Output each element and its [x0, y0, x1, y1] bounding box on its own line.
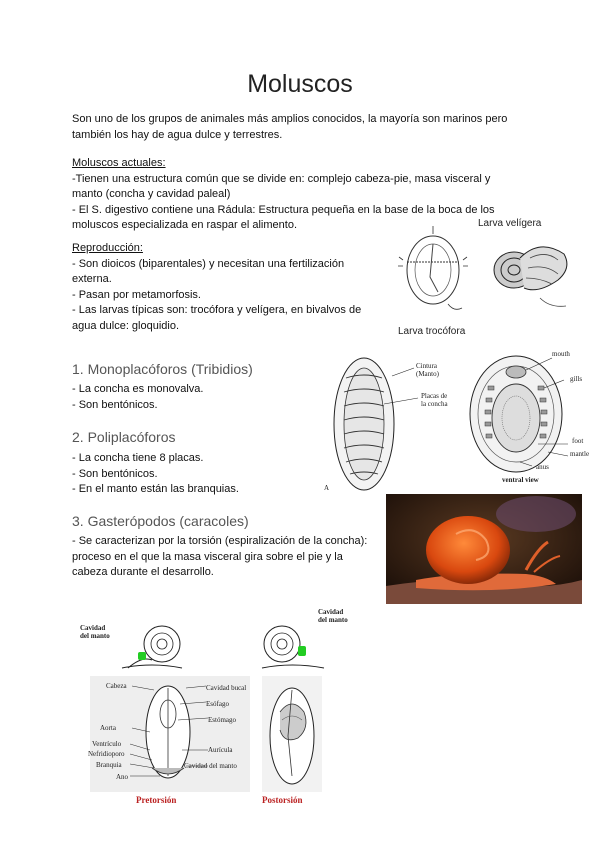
section-line: - La concha es monovalva. [72, 383, 204, 395]
veligera-label: Larva velígera [478, 218, 542, 229]
cavidad-manto-left-label: Cavidad del manto [80, 624, 110, 640]
torsion-label-esofago: Esófago [206, 700, 229, 708]
trocofora-label: Larva trocófora [398, 326, 466, 337]
pretorsion-caption: Pretorsión [136, 795, 177, 805]
chiton-cintura-label: Cintura (Manto) [416, 362, 439, 378]
torsion-label-cabeza: Cabeza [106, 682, 127, 690]
actuales-line: -Tienen una estructura común que se divide en: complejo cabeza-pie, masa visceral y [72, 172, 491, 185]
reproduccion-line: - Las larvas típicas son: trocófora y velígera, en bivalvos de [72, 304, 362, 316]
actuales-line: moluscos especializada en raspar el alimento. [72, 219, 298, 231]
section-line: proceso en el que la masa visceral gira sobre el pie y la [72, 550, 343, 563]
ventral-foot-label: foot [572, 437, 584, 445]
reproduccion-line: agua dulce: gloquidio. [72, 319, 180, 332]
section-line: - Son bentónicos. [72, 398, 158, 411]
ventral-mouth-label: mouth [552, 350, 570, 358]
intro-paragraph [72, 112, 532, 143]
reproduccion-line: - Son dioicos (biparentales) y necesitan una fertilización [72, 257, 345, 270]
section-line: - En el manto están las branquias. [72, 483, 239, 495]
ventral-mantle-label: mantle [570, 450, 590, 458]
chiton-letter: A [324, 484, 330, 492]
torsion-label-ventriculo: Ventrículo [92, 740, 122, 748]
snail-photo [386, 494, 582, 604]
postorsion-caption: Postorsión [262, 795, 303, 805]
torsion-label-nefridioporo: Nefridioporo [88, 750, 125, 758]
ventral-anus-label: anus [536, 463, 549, 471]
section-line: cabeza durante el desarrollo. [72, 566, 214, 578]
postorsion-snail-drawing [258, 624, 328, 672]
reproduccion-block [72, 241, 382, 334]
ventral-view-drawing [468, 352, 568, 478]
torsion-label-cavidad-bucal: Cavidad bucal [206, 684, 247, 692]
gasteropodos-list [72, 534, 367, 581]
torsion-label-branquia: Branquia [96, 761, 122, 769]
section-line: - La concha tiene 8 placas. [72, 452, 204, 464]
section-line: - Son bentónicos. [72, 467, 158, 480]
reproduccion-line: - Pasan por metamorfosis. [72, 288, 201, 301]
actuales-line: manto (concha y cavidad paleal) [72, 188, 231, 200]
trocofora-drawing [398, 222, 468, 322]
torsion-label-estomago: Estómago [208, 716, 236, 724]
reproduccion-line: externa. [72, 273, 112, 285]
torsion-label-auricula: Aurícula [208, 746, 233, 754]
cavidad-manto-right-label: Cavidad del manto [318, 608, 348, 624]
section-line: - Se caracterizan por la torsión (espiralización de la concha): [72, 535, 368, 547]
ventral-gills-label: gills [570, 375, 583, 383]
section-heading-poliplacoforos: 2. Poliplacóforos [72, 429, 176, 445]
veligera-drawing [490, 228, 574, 316]
pretorsion-snail-drawing [118, 624, 188, 672]
intro-line: también los hay de agua dulce y terrestres. [72, 128, 283, 141]
page-title: Moluscos [247, 70, 353, 98]
postorsion-anatomy-drawing [262, 676, 322, 792]
intro-line: Son uno de los grupos de animales más amplios conocidos, la mayoría son marinos pero [72, 113, 508, 125]
poliplacoforos-list [72, 451, 239, 498]
actuales-heading: Moluscos actuales: [72, 157, 166, 169]
torsion-label-ano: Ano [116, 773, 129, 781]
actuales-line: - El S. digestivo contiene una Rádula: Estructura pequeña en la base de la boca de los [72, 203, 495, 216]
section-heading-gasteropodos: 3. Gasterópodos (caracoles) [72, 513, 249, 529]
reproduccion-heading: Reproducción: [72, 242, 143, 254]
torsion-label-aorta: Aorta [100, 724, 116, 732]
monoplacoforos-list [72, 382, 203, 413]
ventral-caption: ventral view [502, 476, 539, 484]
section-heading-monoplacoforos: 1. Monoplacóforos (Tribidios) [72, 361, 253, 377]
pretorsion-anatomy-drawing [90, 676, 250, 792]
chiton-placas-label: Placas de la concha [421, 392, 448, 408]
torsion-label-cavidad-manto: Cavidad del manto [184, 762, 237, 770]
